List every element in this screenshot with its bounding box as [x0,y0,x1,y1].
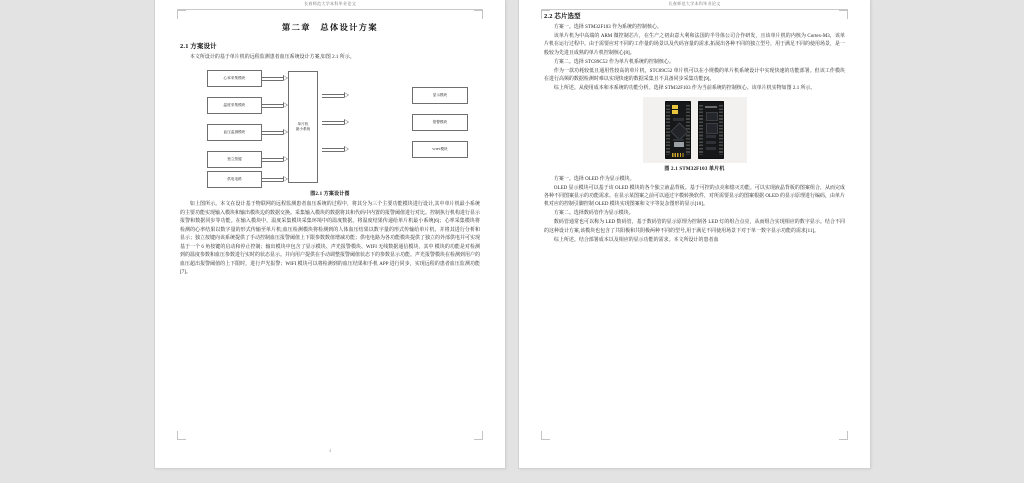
running-header-left: 长春师范大学本科毕业论文 [303,1,357,6]
chapter-title: 第二章 总体设计方案 [282,23,378,32]
figure-photo-wrapper [544,97,845,163]
figure-caption-2-1-right: 图 2.1 STM32F103 单片机 [664,166,725,172]
intro-paragraph: 本文所设计的基于单片机的远程监测患者血压系统设计方案,如图 2.1 所示。 [189,55,355,60]
diagram-box-input-3: 独立按键 [207,151,262,168]
header-rule-right [541,9,848,10]
right-paragraph-4: 综上所述。从使用成本和本系统的功能分析。选择 STM32F103 作为当前系统的控制核心。该单片机实物如图 2.1 所示。 [553,86,816,92]
diagram-arrow-output-2 [322,146,349,153]
right-paragraph-0: 方案一。选择 STM32F103 作为系统的控制核心。 [553,25,662,30]
document-page-left[interactable] [155,0,505,468]
diagram-arrow-input-4 [262,176,288,183]
diagram-arrow-input-1 [262,102,288,109]
page-number-left: 4 [328,448,332,453]
diagram-box-output-0: 显示模块 [412,87,468,104]
pcb-yellow-component-b [672,110,678,114]
pcb-smd-a [673,118,684,121]
header-rule-left [177,9,483,10]
right-after-paragraph-1: OLED 显示模块可以基于该 OLED 模块的各个独立液晶背板。基于可控的点亮和熄灭功能。可以实现液晶背板的图案组合，从而完成各种不同图案显示的功能需求。在显示某图案之前可以通过字模转换软件，对所需要显示的图案根据 OLED 的显示原理进行编码，由单片机对应的控制引脚控制 OLED 模块实现图案和文字等复杂图形的显示[10]。 [544,185,845,208]
pcb-bottom-pads [672,153,685,157]
core-label-line1: 单片机 [297,122,309,127]
right-after-paragraph-4: 综上所述。结合部署成本以及相应的显示功能的需求。本文所设计的患者血 [553,237,719,243]
pcb-back-chip-b [706,123,718,134]
page-left-content [155,0,505,468]
pcb-yellow-component-a [672,105,678,109]
core-label-line2: 最小系统 [295,127,311,132]
right-after-paragraph-3: 数码管通常也可以称为 LED 数码管，基于数码管的显示原理为控制各 LED 灯的组合点亮，从而组合实现相应的数字显示。结合不同的这种设计方案,该模块也包含了共阳极和共阴极两种不同的型号,用于满足不同使用场景下对于单一数字显示功能的需求[11]。 [544,220,845,234]
right-after-paragraph-2: 方案二。选择数码管作为显示模块。 [553,211,634,217]
pcb-back-smd-a [706,135,716,138]
diagram-box-core-mcu [288,71,318,183]
diagram-arrow-output-1 [322,119,349,126]
diagram-box-input-0: 心率采集模块 [207,70,262,87]
pcb-back-chip-a [706,112,718,121]
pcb-front-view [665,101,691,159]
pcb-back-header-left [699,105,703,155]
diagram-box-input-1: 温度采集模块 [207,97,262,114]
pcb-back-smd-b [706,141,716,144]
right-paragraph-1: 该单片机为中高端的 ARM 微控制芯片，在生产之初由意大利和法国的半导体公司合作研发，且该单片机的内核为 Cortex-M3，该单片机在运行过程中。由于需要应对不同的工作量的场景以及代码容量的需求,拓展出各种不同的独立型号，用于满足不同的使用场景，是一般较为先进且成熟的单片机控制核心[8]。 [544,33,845,56]
pcb-usb-port [674,142,684,147]
diagram-box-input-2: 血压监测模块 [207,124,262,141]
section-heading-2-1: 2.1 方案设计 [180,43,217,50]
right-after-paragraph-0: 方案一。选择 OLED 作为显示模块。 [553,176,635,182]
diagram-box-output-2: WIFI模块 [412,141,468,158]
body-paragraph-left: 如上图所示。本文在设计基于物联网的远程监测患者血压系统的过程中，将其分为三个主要功能模块进行设计,其中单片机最小系统的主要功能实现输入模块和输出模块边的数据交换。采集输入模块的数据将其和代码中内置的报警阈值进行对比。控制执行机构进行显示报警和数据同步等功能。在输入模块中，温度采集模块采集环境中的温度数据。将温度结果传递给单片机最小系统[6]；心率采集模块将检测的心率结果以数字量的形式传输至单片机;血压检测模块将检测到的人体血压结果以数字量的形式传输给单片机，并将其进行分析和显示；独立按键向该系统提供了手动控制血压报警阈值上下限参数数值增减功能；供电电路为各功能模块提供了独立的外部供电并可实现基于一个 6 角按键的启动和停止控制；输出模块中包含了显示模块、声光报警模块、WIFI 无线数据通信模块，其中 模块的功能是对检测到的温度参数和血压参数进行实时的状态显示。并向用户提供在手动调整报警阈值状态下的参数显示功能。声光报警模块在检测到用户的血压超出报警阈值的上下限时，进行声光报警；WIFI 模块可以将检测到的血压结果和手机 APP 进行同步，实现远程的患者血压监测功能[7]。 [180,202,480,276]
pcb-smd-b [673,139,684,141]
diagram-arrow-input-0 [262,75,288,82]
diagram-box-output-1: 报警模块 [412,114,468,131]
pcb-back-view [698,101,724,159]
pcb-header-left [666,105,670,155]
diagram-box-input-4: 供电电路 [207,171,262,188]
document-page-right[interactable] [519,0,870,468]
right-paragraph-3: 作为一款功耗较低且通用性较高的单片机，STC89C52 单片机可以在小规模的单片机系统设计中实现快速的功能部署。但该工作模块在进行高频的数据检测时难以实现快速的数据采集且不具备同步采集功能[9]。 [544,68,845,83]
right-paragraph-2: 方案二。选择 STC89C52 作为单片机系统的控制核心。 [553,59,674,65]
text-column-right [544,12,845,436]
block-diagram-figure [180,66,480,188]
figure-caption-2-1-left: 图2.1 方案设计图 [310,192,350,198]
text-column-left [180,16,480,436]
pcb-back-smd-c [706,147,716,150]
pcb-back-header-right [719,105,723,155]
diagram-arrow-input-2 [262,129,288,136]
section-heading-2-2: 2.2 芯片选型 [544,13,581,20]
pcb-back-silk-a [705,106,717,108]
diagram-arrow-output-0 [322,92,349,99]
stm32f103-board-photo [643,97,747,163]
diagram-arrow-input-3 [262,156,288,163]
page-right-content [519,0,870,468]
running-header-right: 长春师范大学本科毕业论文 [668,1,721,6]
